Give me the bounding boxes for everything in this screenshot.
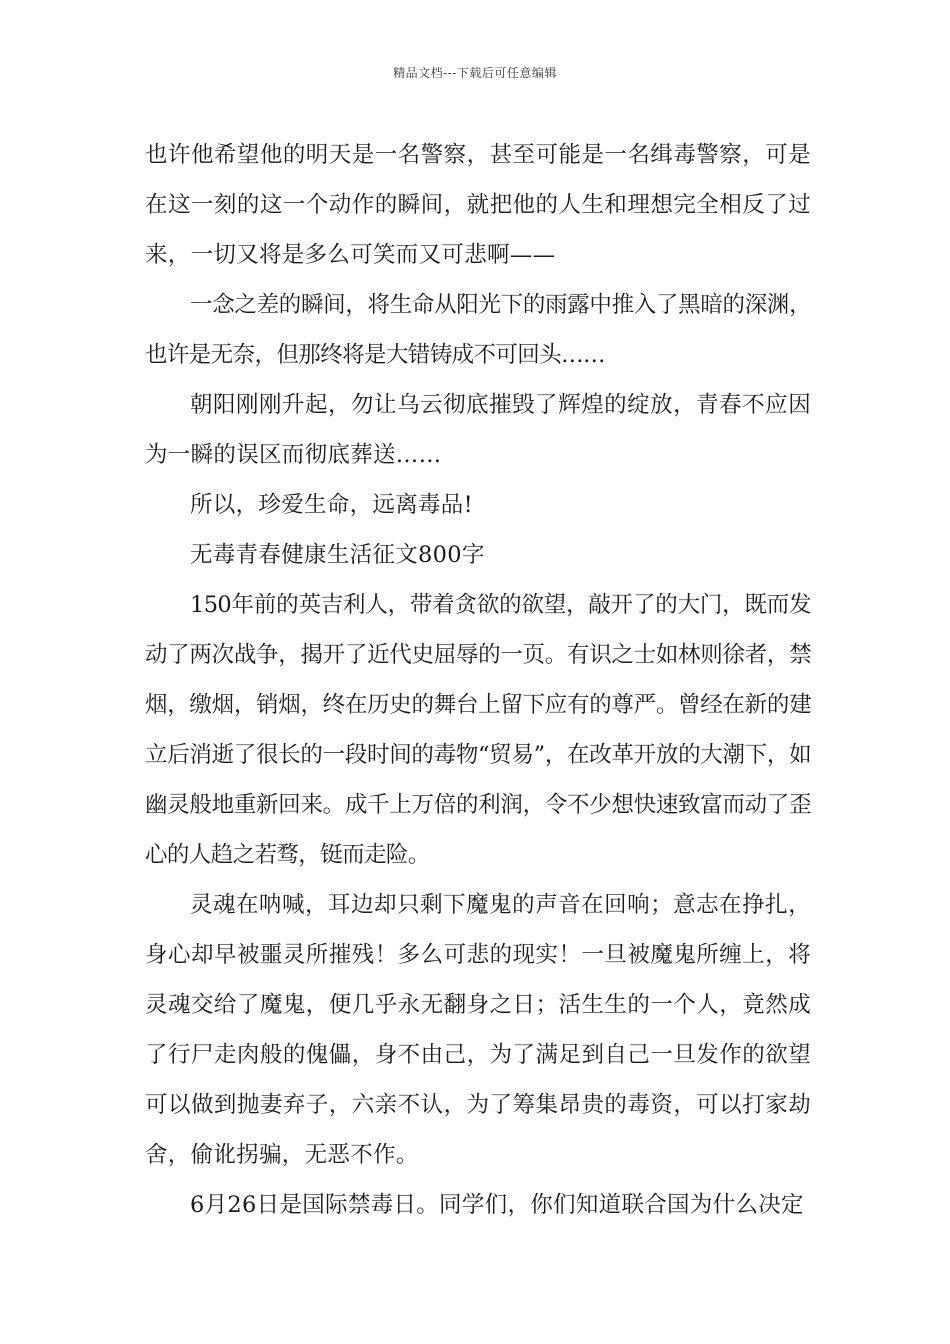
document-body bbox=[145, 130, 811, 1230]
paragraph-6: 灵魂在呐喊，耳边却只剩下魔鬼的声音在回响；意志在挣扎，身心却早被噩灵所摧残！多么可悲的现实！一旦被魔鬼所缠上，将灵魂交给了魔鬼，便几乎永无翻身之日；活生生的一个人，竟然成了行尸走肉般的傀儡，身不由己，为了满足到自己一旦发作的欲望可以做到抛妻弃子，六亲不认，为了筹集昂贵的毒资，可以打家劫舍，偷讹拐骗，无恶不作。 bbox=[145, 892, 811, 1168]
section-title: 无毒青春健康生活征文800字 bbox=[190, 542, 485, 568]
paragraph-4: 所以，珍爱生命，远离毒品! bbox=[190, 492, 473, 518]
paragraph-3: 朝阳刚刚升起，勿让乌云彻底摧毁了辉煌的绽放，青春不应因为一瞬的误区而彻底葬送…… bbox=[145, 392, 811, 468]
paragraph-1: 也许他希望他的明天是一名警察，甚至可能是一名缉毒警察，可是在这一刻的这一个动作的瞬间，就把他的人生和理想完全相反了过来，一切又将是多么可笑而又可悲啊—— bbox=[145, 142, 811, 268]
paragraph-2: 一念之差的瞬间，将生命从阳光下的雨露中推入了黑暗的深渊，也许是无奈，但那终将是大错铸成不可回头…… bbox=[145, 292, 811, 368]
paragraph-5: 150年前的英吉利人，带着贪欲的欲望，敲开了的大门，既而发动了两次战争，揭开了近代史屈辱的一页。有识之士如林则徐者，禁烟，缴烟，销烟，终在历史的舞台上留下应有的尊严。曾经在新的建立后消逝了很长的一段时间的毒物“贸易”，在改革开放的大潮下，如幽灵般地重新回来。成千上万倍的利润，令不少想快速致富而动了歪心的人趋之若骛，铤而走险。 bbox=[145, 592, 811, 868]
paragraph-7: 6月26日是国际禁毒日。同学们，你们知道联合国为什么决定 bbox=[190, 1192, 804, 1218]
page-header: 精品文档---下载后可任意编辑 bbox=[393, 66, 557, 80]
